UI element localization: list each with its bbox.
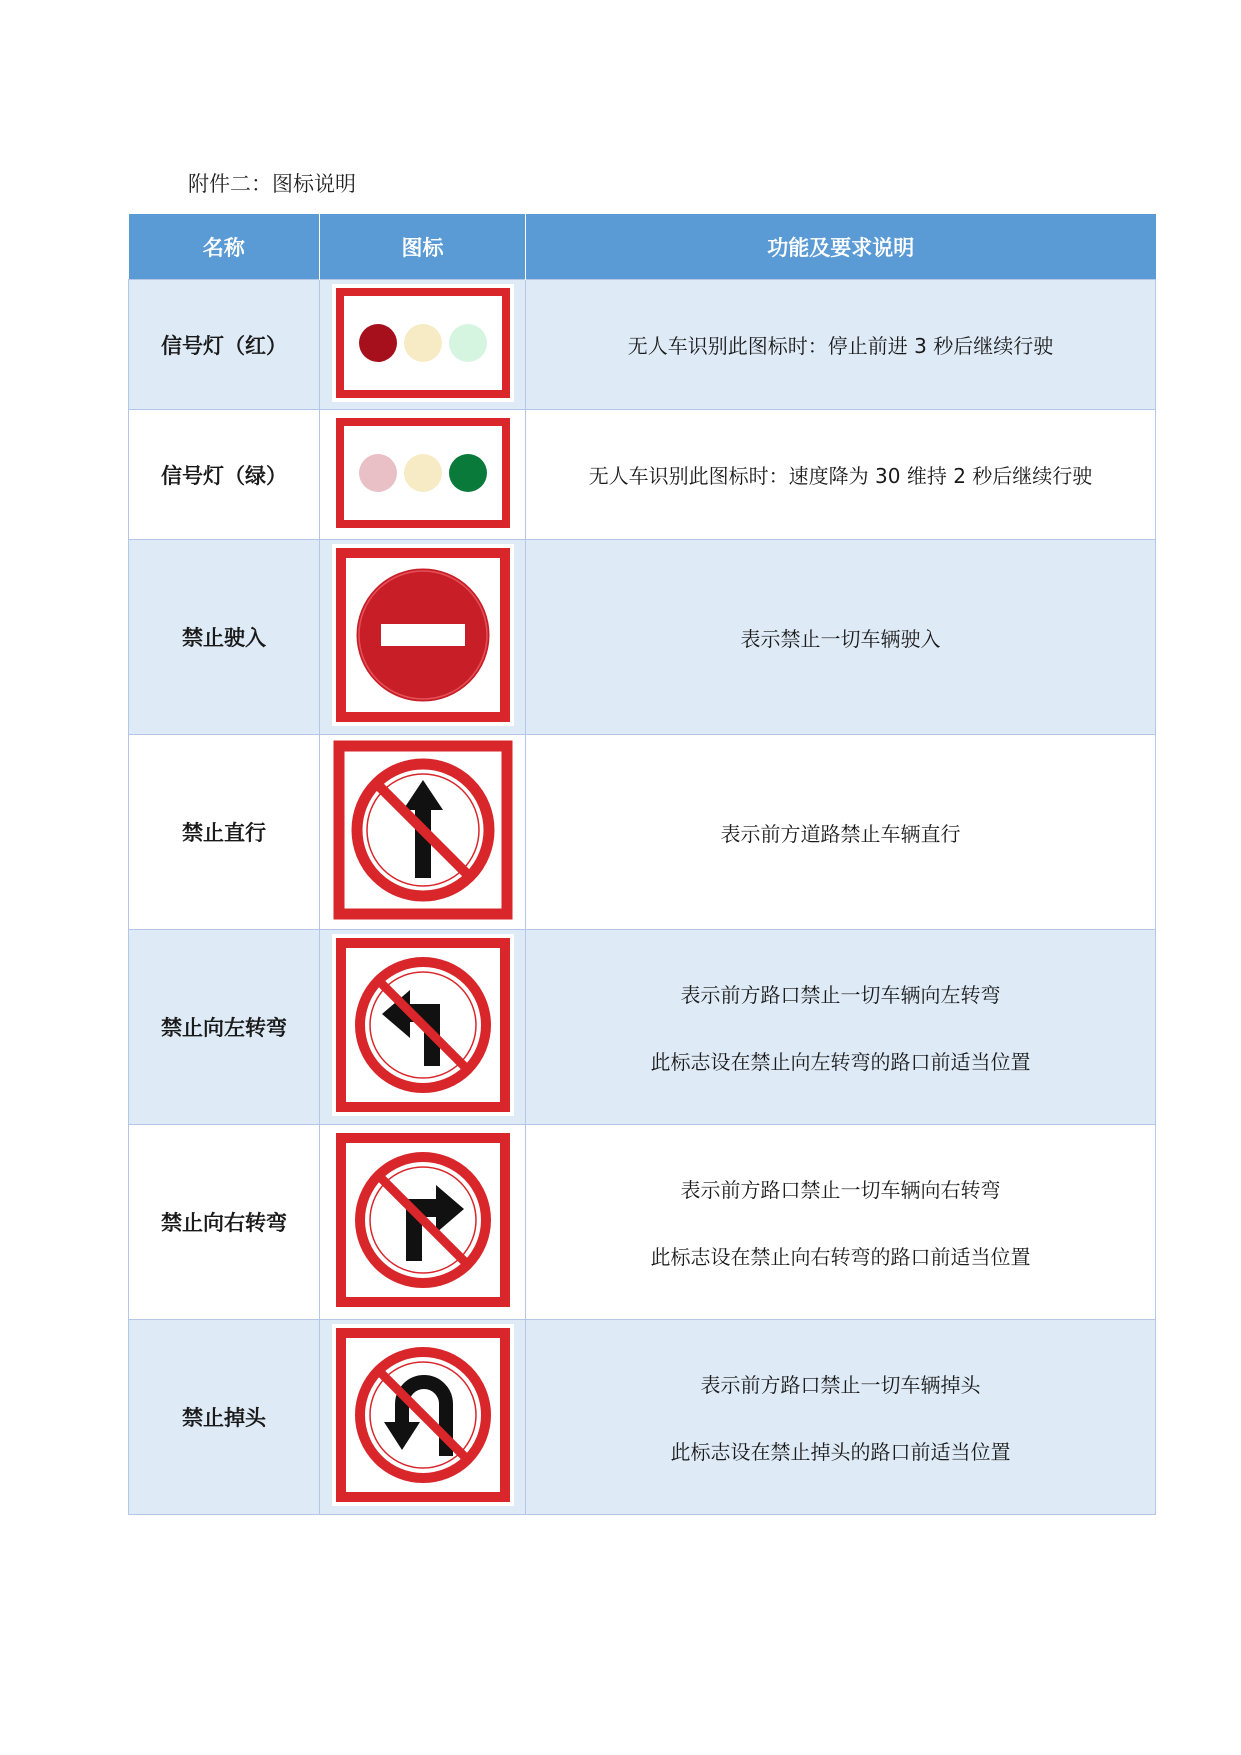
traffic-light-red-icon [336, 288, 510, 398]
icon-description-table [128, 214, 1156, 1515]
sign-description [526, 1320, 1156, 1515]
sign-description [526, 540, 1156, 735]
sign-description [526, 410, 1156, 540]
description-line: 无人车识别此图标时：速度降为 30 维持 2 秒后继续行驶 [588, 464, 1093, 488]
table-row [129, 1125, 1156, 1320]
sign-icon-cell [320, 540, 526, 735]
table-row [129, 735, 1156, 930]
sign-description [526, 735, 1156, 930]
no-straight-icon [333, 740, 513, 920]
description-line: 此标志设在禁止掉头的路口前适当位置 [670, 1440, 1011, 1464]
description-line: 无人车识别此图标时：停止前进 3 秒后继续行驶 [627, 334, 1054, 358]
sign-icon-cell [320, 1320, 526, 1515]
sign-icon-cell [320, 735, 526, 930]
no-right-turn-icon [336, 1133, 510, 1307]
header-description: 功能及要求说明 [526, 214, 1156, 280]
description-line: 表示前方路口禁止一切车辆向左转弯 [680, 983, 1001, 1007]
sign-name: 禁止驶入 [129, 540, 320, 735]
header-name: 名称 [129, 214, 320, 280]
description-line: 表示前方路口禁止一切车辆向右转弯 [680, 1178, 1001, 1202]
table-row [129, 280, 1156, 410]
sign-icon-cell [320, 280, 526, 410]
description-line: 表示禁止一切车辆驶入 [740, 626, 941, 651]
table-row [129, 1320, 1156, 1515]
sign-description [526, 1125, 1156, 1320]
sign-name: 信号灯（红） [129, 280, 320, 410]
sign-name: 禁止向左转弯 [129, 930, 320, 1125]
sign-icon-cell [320, 1125, 526, 1320]
table-row [129, 540, 1156, 735]
sign-description [526, 930, 1156, 1125]
table-row [129, 930, 1156, 1125]
no-left-turn-icon [336, 938, 510, 1112]
sign-icon-cell [320, 930, 526, 1125]
sign-name: 禁止直行 [129, 735, 320, 930]
header-icon: 图标 [320, 214, 526, 280]
description-line: 表示前方道路禁止车辆直行 [720, 821, 961, 846]
page-title: 附件二：图标说明 [188, 172, 356, 196]
sign-icon-cell [320, 410, 526, 540]
no-u-turn-icon [336, 1328, 510, 1502]
no-entry-icon [336, 548, 510, 722]
sign-name: 信号灯（绿） [129, 410, 320, 540]
sign-name: 禁止向右转弯 [129, 1125, 320, 1320]
sign-description [526, 280, 1156, 410]
description-line: 此标志设在禁止向右转弯的路口前适当位置 [650, 1245, 1031, 1269]
sign-name: 禁止掉头 [129, 1320, 320, 1515]
description-line: 表示前方路口禁止一切车辆掉头 [700, 1373, 981, 1397]
table-row [129, 410, 1156, 540]
traffic-light-green-icon [336, 418, 510, 528]
table-header-row [129, 214, 1156, 280]
description-line: 此标志设在禁止向左转弯的路口前适当位置 [650, 1050, 1031, 1074]
